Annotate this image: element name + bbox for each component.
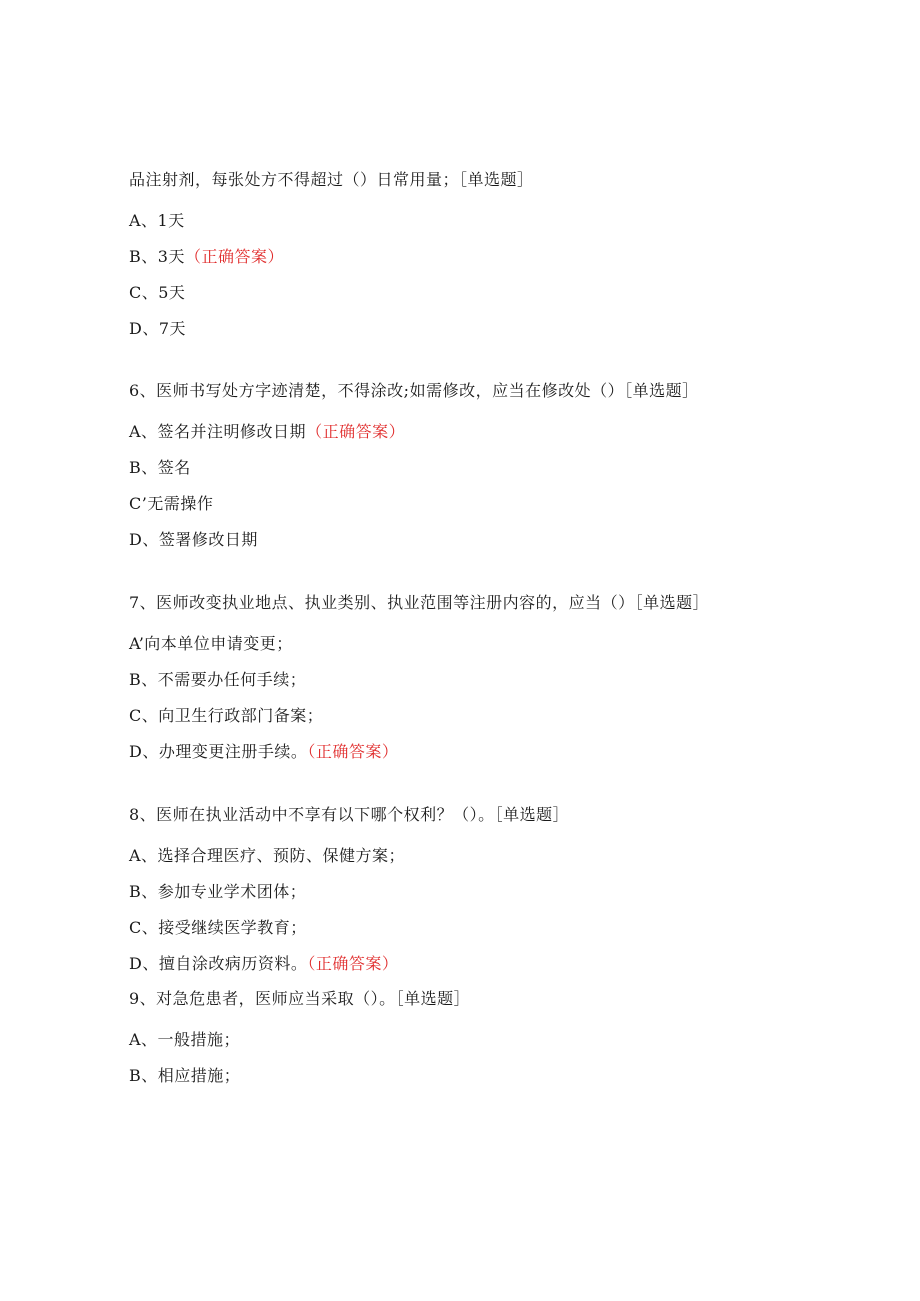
option-b [129, 458, 191, 478]
option-c [129, 283, 185, 303]
option-d [129, 319, 186, 339]
option-text: B、相应措施； [129, 1066, 241, 1085]
option-text: D、擅自涂改病历资料。 [129, 954, 308, 973]
option-b [129, 1066, 240, 1086]
option-a [129, 634, 293, 654]
question-stem: 9、对急危患者，医师应当采取（）。［单选题］ [129, 989, 471, 1008]
correct-answer-mark: （正确答案） [307, 954, 399, 973]
option-d [129, 954, 398, 974]
option-c [129, 918, 307, 938]
question-stem: 6、医师书写处方字迹清楚，不得涂改;如需修改，应当在修改处（）［单选题］ [129, 381, 699, 400]
option-text: C、接受继续医学教育； [129, 918, 307, 937]
option-a [129, 846, 405, 866]
correct-answer-mark: （正确答案） [184, 247, 284, 266]
correct-answer-mark: （正确答案） [306, 422, 406, 441]
option-text: D、办理变更注册手续。 [129, 742, 308, 761]
option-text: A、一般措施； [129, 1030, 241, 1049]
option-c [129, 706, 323, 726]
option-text: A’向本单位申请变更； [129, 634, 293, 653]
option-b [129, 670, 306, 690]
question-stem: 8、医师在执业活动中不享有以下哪个权利？（）。［单选题］ [129, 805, 570, 824]
option-text: B、参加专业学术团体； [129, 882, 307, 901]
option-text: B、3天 [129, 247, 185, 266]
option-text: B、签名 [129, 458, 191, 477]
question-stem: 7、医师改变执业地点、执业类别、执业范围等注册内容的，应当（）［单选题］ [129, 593, 710, 612]
option-text: D、签署修改日期 [129, 530, 258, 549]
option-text: A、1天 [129, 211, 185, 230]
option-a [129, 1030, 240, 1050]
option-text: C、5天 [129, 283, 186, 302]
option-text: D、7天 [129, 319, 187, 338]
option-d [129, 742, 398, 762]
option-text: C’无需操作 [129, 494, 214, 513]
option-text: A、选择合理医疗、预防、保健方案； [129, 846, 406, 865]
option-c [129, 494, 213, 514]
correct-answer-mark: （正确答案） [307, 742, 399, 761]
option-text: C、向卫生行政部门备案； [129, 706, 324, 725]
option-text: A、签名并注明修改日期 [129, 422, 307, 441]
option-a [129, 211, 185, 231]
option-d [129, 530, 258, 550]
option-b [129, 247, 284, 267]
question-stem: 品注射剂，每张处方不得超过（）日常用量；［单选题］ [129, 170, 534, 189]
option-b [129, 882, 306, 902]
option-a [129, 422, 405, 442]
option-text: B、不需要办任何手续； [129, 670, 307, 689]
